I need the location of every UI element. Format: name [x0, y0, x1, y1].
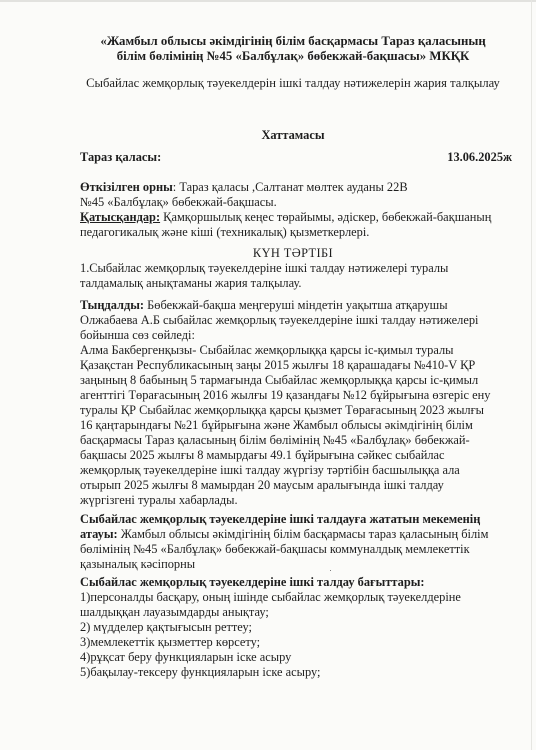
directions-item: 1)персоналды басқару, оның ішінде сыбайлас жемқорлық тәуекелдеріне: [80, 590, 461, 604]
listened-line: Олжабаева А.Б сыбайлас жемқорлық тәуекелдеріне ішкі талдау нәтижелері: [80, 313, 479, 327]
listened-label: Тыңдалды:: [80, 298, 145, 312]
listened-line: 16 қаңтарындағы №21 бұйрығына және Жамбыл облысы әкімдігінің білім: [80, 418, 473, 432]
header-line-2: білім бөлімінің №45 «Балбұлақ» бөбекжай-бақшасы» МКҚК: [116, 49, 470, 63]
scan-edge-right: [531, 0, 532, 750]
organization-header: [78, 34, 508, 64]
listened-line: Қазақстан Республикасының заңы 2015 жылғы 18 қарашадағы №410-V ҚР: [80, 358, 476, 372]
organization-text-2: Жамбыл облысы әкімдігінің білім басқармасы тараз қаласының білім: [117, 527, 489, 541]
participants-text-2: педагогикалық және кіші (техникалық) қызметкерлері.: [80, 225, 370, 239]
participants-label: Қатысқандар:: [80, 210, 161, 224]
place-date-row: [80, 150, 512, 165]
protocol-title-text: Хаттамасы: [261, 128, 325, 142]
agenda-item-line-2: талдамалық анықтаманы жария талқылау.: [80, 276, 302, 290]
organization-text-4: қазыналық кәсіпорны: [80, 557, 196, 571]
listened-section: [80, 298, 500, 508]
venue-section: [80, 180, 500, 210]
subtitle-text: Сыбайлас жемқорлық тәуекелдерін ішкі талдау нәтижелерін жария талқылау: [86, 76, 500, 90]
participants-section: [80, 210, 500, 240]
participants-text-1: Қамқоршылық кеңес төрайымы, әдіскер, бөбекжай-бақшаның: [160, 210, 492, 224]
directions-item: шалдыққан лауазымдарды анықтау;: [80, 605, 269, 619]
listened-line: жүргізгені туралы хабарлады.: [80, 493, 238, 507]
city: Тараз қаласы:: [80, 150, 162, 164]
organization-section: [80, 512, 500, 572]
header-line-1: «Жамбыл облысы әкімдігінің білім басқармасы Тараз қаласының: [100, 34, 486, 48]
venue-line-1: [80, 180, 500, 195]
listened-line: отырып 2025 жылғы 8 мамырдан 20 маусым аралығында ішкі талдау: [80, 478, 444, 492]
organization-text-3: бөлімінің №45 «Балбұлақ» бөбекжай-бақшасы коммуналдық мемлекеттік: [80, 542, 470, 556]
agenda-item-1: [80, 261, 500, 291]
directions-item: 2) мүдделер қақтығысын реттеу;: [80, 620, 252, 634]
listened-line: Алма Бакбергенқызы- Сыбайлас жемқорлыққа қарсы іс-қимыл туралы: [80, 343, 454, 357]
listened-line: жемқорлық тәуекелдеріне ішкі талдау жүргізу тәртібін басшылыққа ала: [80, 463, 460, 477]
date: 13.06.2025ж: [447, 150, 512, 164]
venue-text-1: : Тараз қаласы ,Салтанат мөлтек ауданы 22В: [172, 180, 408, 194]
directions-title: Сыбайлас жемқорлық тәуекелдеріне ішкі талдау бағыттары:: [80, 575, 425, 589]
listened-line-0: Бөбекжай-бақша меңгеруші міндетін уақытша атқарушы: [144, 298, 448, 312]
organization-line-2: [80, 527, 500, 542]
organization-label-1: Сыбайлас жемқорлық тәуекелдеріне ішкі талдауға жататын мекеменің: [80, 512, 481, 526]
agenda-title-text: КҮН ТӘРТІБІ: [252, 246, 334, 260]
participants-line-1: [80, 210, 500, 225]
scan-edge-top: [0, 0, 536, 2]
listened-line: [80, 298, 500, 313]
listened-line: агенттігі Төрағасының 2016 жылғы 19 қазандағы №12 бұйрығына өзгеріс ену: [80, 388, 491, 402]
listened-line: бақшасы 2025 жылғы 8 мамырдағы 49.1 бұйрығына сәйкес сыбайлас: [80, 448, 445, 462]
directions-item: 3)мемлекеттік қызметтер көрсету;: [80, 635, 261, 649]
venue-label: Өткізілген орны: [80, 180, 173, 194]
directions-section: [80, 575, 500, 680]
document-subtitle: [78, 76, 508, 91]
listened-line: туралы ҚР Сыбайлас жемқорлыққа қарсы қызмет Төрағасының 2023 жылғы: [80, 403, 485, 417]
organization-label-2: атауы:: [80, 527, 118, 541]
listened-line: заңының 8 бабының 5 тармағында Сыбайлас жемқорлыққа қарсы іс-қимыл: [80, 373, 479, 387]
listened-line: басқармасы Тараз қаласының білім бөлімінің №45 «Балбұлақ» бөбекжай-: [80, 433, 470, 447]
agenda-item-line-1: 1.Сыбайлас жемқорлық тәуекелдеріне ішкі талдау нәтижелері туралы: [80, 261, 449, 275]
directions-item: 5)бақылау-тексеру функцияларын іске асыру;: [80, 665, 321, 679]
protocol-title: [78, 128, 508, 143]
venue-text-2: №45 «Балбұлақ» бөбекжай-бақшасы.: [80, 195, 277, 209]
listened-line: бойынша сөз сөйледі:: [80, 328, 195, 342]
directions-item: 4)рұқсат беру функцияларын іске асыру: [80, 650, 292, 664]
agenda-title: [78, 246, 508, 261]
